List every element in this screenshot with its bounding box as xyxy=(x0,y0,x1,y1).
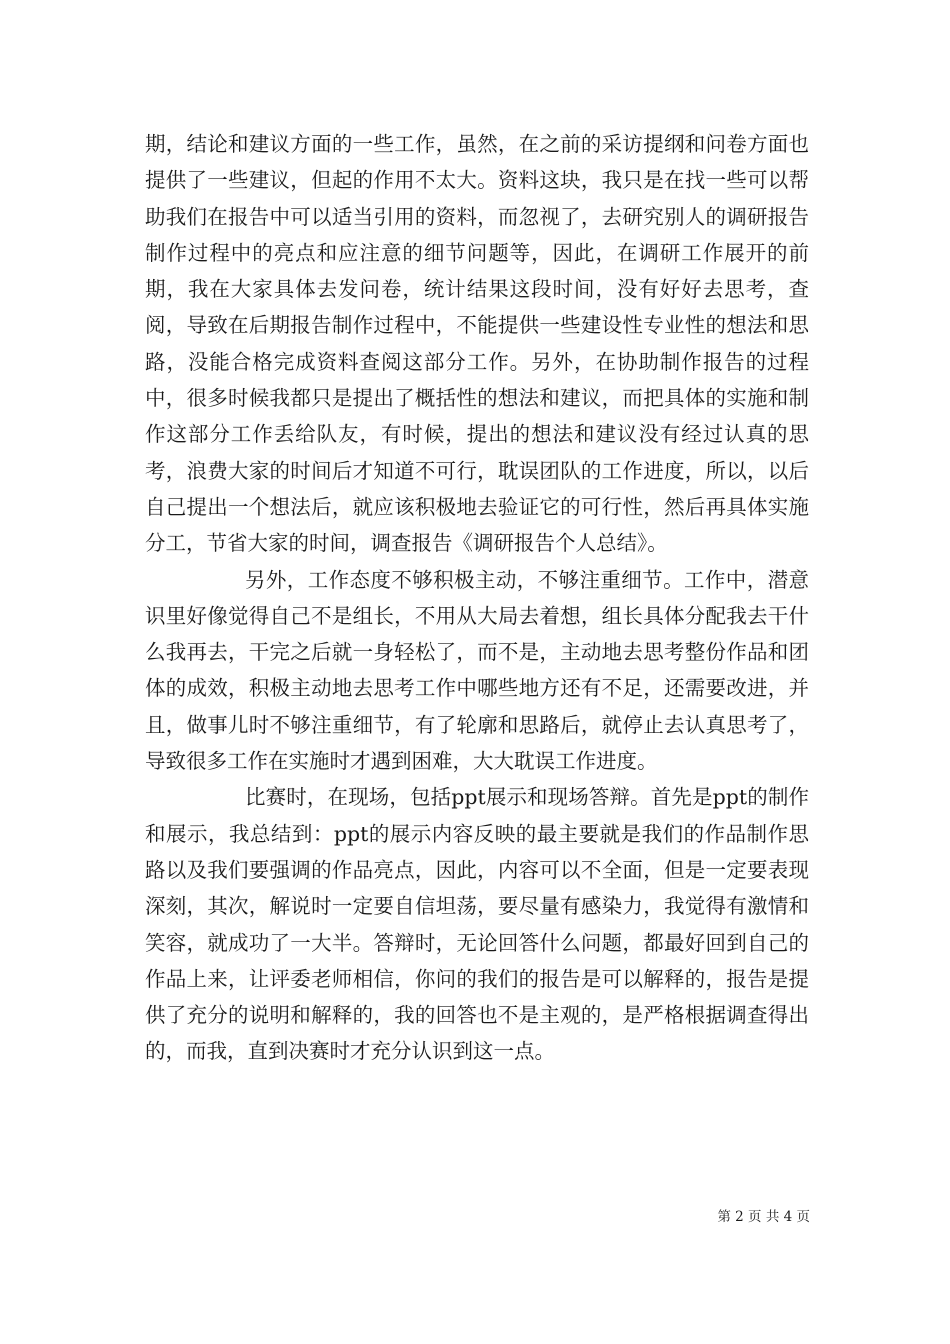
paragraph-1: 期，结论和建议方面的一些工作，虽然，在之前的采访提纲和问卷方面也提供了一些建议，但起的作用不太大。资料这块，我只是在找一些可以帮助我们在报告中可以适当引用的资料，而忽视了，去研究别人的调研报告制作过程中的亮点和应注意的细节问题等，因此，在调研工作展开的前期，我在大家具体去发问卷，统计结果这段时间，没有好好去思考，查阅，导致在后期报告制作过程中，不能提供一些建设性专业性的想法和思路，没能合格完成资料查阅这部分工作。另外，在协助制作报告的过程中，很多时候我都只是提出了概括性的想法和建议，而把具体的实施和制作这部分工作丢给队友，有时候，提出的想法和建议没有经过认真的思考，浪费大家的时间后才知道不可行，耽误团队的工作进度，所以，以后自己提出一个想法后，就应该积极地去验证它的可行性，然后再具体实施分工，节省大家的时间，调查报告《调研报告个人总结》。 xyxy=(145,132,809,556)
paragraph-3: 比赛时，在现场，包括ppt展示和现场答辩。首先是ppt的制作和展示，我总结到：ppt的展示内容反映的最主要就是我们的作品制作思路以及我们要强调的作品亮点，因此，内容可以不全面，但是一定要表现深刻，其次，解说时一定要自信坦荡，要尽量有感染力，我觉得有激情和笑容，就成功了一大半。答辩时，无论回答什么问题，都最好回到自己的作品上来，让评委老师相信，你问的我们的报告是可以解释的，报告是提供了充分的说明和解释的，我的回答也不是主观的，是严格根据调查得出的，而我，直到决赛时才充分认识到这一点。 xyxy=(145,785,809,1064)
paragraph-2: 另外，工作态度不够积极主动，不够注重细节。工作中，潜意识里好像觉得自己不是组长，不用从大局去着想，组长具体分配我去干什么我再去，干完之后就一身轻松了，而不是，主动地去思考整份作品和团体的成效，积极主动地去思考工作中哪些地方还有不足，还需要改进，并且，做事儿时不够注重细节，有了轮廓和思路后，就停止去认真思考了，导致很多工作在实施时才遇到困难，大大耽误工作进度。 xyxy=(145,567,809,774)
page-number-footer: 第 2 页 共 4 页 xyxy=(717,1209,810,1225)
body-text xyxy=(145,126,809,1070)
